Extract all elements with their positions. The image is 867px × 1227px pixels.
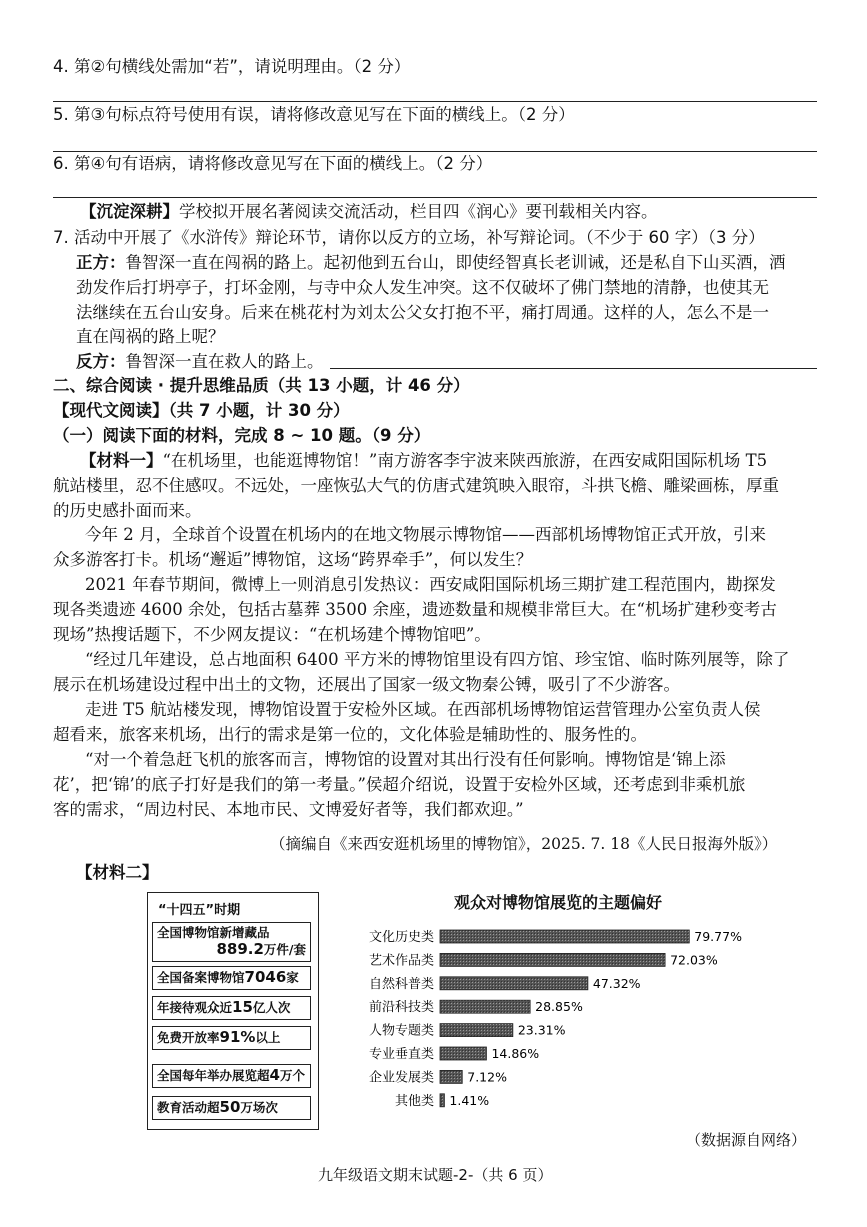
- info-text: 家: [286, 970, 299, 985]
- value-label: 72.03%: [670, 952, 718, 968]
- value-label: 23.31%: [517, 1022, 566, 1038]
- paragraph-line: 花’，把‘锦’的底子打好是我们的第一考量。”侯超介绍说，设置于安检外区域，还考虑到非乘机旅: [53, 775, 746, 794]
- value-label: 14.86%: [491, 1046, 540, 1061]
- category-label: 其他类: [394, 1093, 434, 1109]
- paragraph-line: 2021 年春节期间，微博上一则消息引发热议：西安咸阳国际机场三期扩建工程范围内，勘探发: [85, 575, 776, 594]
- info-heading: “十四五”时期: [158, 903, 241, 918]
- info-box-museums: [152, 966, 311, 990]
- zheng-line-4: 直在闯祸的路上呢？: [76, 327, 225, 346]
- value-label: 47.32%: [592, 975, 641, 991]
- info-number: 50: [219, 1098, 241, 1116]
- preference-bar-chart: [355, 922, 795, 1132]
- bar: [440, 1000, 530, 1013]
- zheng-line-1: [76, 252, 786, 274]
- zheng-line-2: 劲发作后打坍亭子，打坏金刚，与寺中众人发生冲突。这不仅破坏了佛门禁地的清静，也使其无: [76, 278, 769, 297]
- info-number: 889.2: [216, 940, 264, 958]
- section-intro: [80, 201, 658, 223]
- info-text: 万场次: [240, 1100, 278, 1115]
- paragraph-line: [80, 450, 767, 472]
- paragraph-line: 展示在机场建设过程中出土的文物，还展出了国家一级文物秦公镈，吸引了不少游客。: [53, 675, 680, 694]
- part-2-heading: 二、综合阅读 · 提升思维品质（共 13 小题，计 46 分）: [53, 376, 470, 395]
- answer-line-6: [53, 197, 817, 198]
- fan-line: [76, 351, 324, 373]
- info-box-free-rate: [152, 1026, 311, 1050]
- info-number: 15: [232, 998, 253, 1016]
- subsection-1-heading: （一）阅读下面的材料，完成 8 ~ 10 题。（9 分）: [53, 426, 431, 445]
- data-source: （数据源自网络）: [686, 1131, 807, 1149]
- paragraph-line: 超看来，旅客来机场，出行的需求是第一位的，文化体验是辅助性的、服务性的。: [53, 725, 647, 744]
- citation: （摘编自《来西安逛机场里的博物馆》，2025. 7. 18《人民日报海外版》）: [270, 835, 778, 853]
- question-4: 4. 第②句横线处需加“若”，请说明理由。（2 分）: [53, 57, 411, 76]
- value-label: 28.85%: [535, 999, 583, 1015]
- info-number: 7046: [244, 968, 287, 986]
- paragraph-line: 现各类遗迹 4600 余处，包括古墓葬 3500 余座，遗迹数量和规模非常巨大。在“机场扩建秒变考古: [53, 600, 777, 619]
- bar: [440, 1070, 462, 1083]
- info-box-education: [152, 1096, 311, 1120]
- zheng-label: 正方：: [76, 253, 126, 272]
- paragraph-line: “对一个着急赶飞机的旅客而言，博物馆的设置对其出行没有任何影响。博物馆是‘锦上添: [85, 750, 726, 769]
- section-label: 【沉淀深耕】: [80, 202, 179, 221]
- info-box-new-collections: [152, 922, 311, 962]
- paragraph-line: 航站楼里，忍不住感叹。不远处，一座恢弘大气的仿唐式建筑映入眼帘，斗拱飞檐、雕梁画栋，厚重: [53, 476, 779, 495]
- category-label: 专业垂直类: [368, 1047, 434, 1062]
- section-text: 学校拟开展名著阅读交流活动，栏目四《润心》要刊载相关内容。: [179, 202, 658, 221]
- category-label: 艺术作品类: [368, 953, 434, 969]
- question-5: 5. 第③句标点符号使用有误，请将修改意见写在下面的横线上。（2 分）: [53, 105, 575, 124]
- info-number: 91%: [219, 1028, 256, 1046]
- info-text: 全国每年举办展览超: [157, 1068, 270, 1083]
- info-text: 免费开放率: [157, 1030, 220, 1045]
- chart-title: 观众对博物馆展览的主题偏好: [454, 893, 663, 912]
- info-text: 教育活动超: [157, 1100, 220, 1115]
- info-text: 年接待观众近: [157, 1000, 233, 1015]
- zheng-line-3: 法继续在五台山安身。后来在桃花村为刘太公父女打抱不平，痛打周通。这样的人，怎么不是一: [76, 303, 769, 322]
- answer-line-4: [53, 101, 817, 102]
- category-label: 前沿科技类: [368, 1000, 434, 1016]
- bar: [440, 1094, 444, 1107]
- paragraph-line: 走进 T5 航站楼发现，博物馆设置于安检外区域。在西部机场博物馆运营管理办公室负责人侯: [85, 700, 761, 719]
- answer-line-7: [330, 368, 817, 369]
- bar: [440, 930, 689, 943]
- category-label: 企业发展类: [368, 1070, 434, 1086]
- info-text: 全国备案博物馆: [157, 970, 245, 985]
- fan-label: 反方：: [76, 352, 126, 371]
- category-label: 人物专题类: [368, 1023, 434, 1039]
- question-7: 7. 活动中开展了《水浒传》辩论环节，请你以反方的立场，补写辩论词。（不少于 60 字）（3 分）: [53, 228, 765, 247]
- info-number: 4: [269, 1066, 280, 1084]
- bar: [440, 977, 588, 990]
- bar: [440, 1047, 486, 1060]
- modern-reading-heading: 【现代文阅读】（共 7 小题，计 30 分）: [53, 401, 350, 420]
- paragraph-line: 客的需求，“周边村民、本地市民、文博爱好者等，我们都欢迎。”: [53, 800, 524, 819]
- paragraph-line: 现场”热搜话题下，不少网友提议：“在机场建个博物馆吧”。: [53, 625, 491, 644]
- material-1-label: 【材料一】: [80, 451, 163, 470]
- info-text: 以上: [255, 1030, 281, 1045]
- info-text: 万个: [279, 1068, 305, 1083]
- value-label: 1.41%: [449, 1092, 490, 1108]
- value-label: 79.77%: [694, 929, 742, 944]
- paragraph-line: 今年 2 月，全球首个设置在机场内的在地文物展示博物馆——西部机场博物馆正式开放，引来: [85, 525, 766, 544]
- paragraph-text: “在机场里，也能逛博物馆！”南方游客李宇波来陕西旅游，在西安咸阳国际机场 T5: [162, 451, 768, 470]
- fan-text: 鲁智深一直在救人的路上。: [125, 352, 324, 371]
- info-unit: 万件/套: [263, 942, 306, 957]
- paragraph-line: 众多游客打卡。机场“邂逅”博物馆，这场“跨界牵手”，何以发生？: [53, 550, 533, 569]
- info-box-exhibitions: [152, 1064, 311, 1088]
- answer-line-5: [53, 151, 817, 152]
- page-footer: 九年级语文期末试题-2-（共 6 页）: [318, 1166, 553, 1184]
- category-label: 文化历史类: [368, 930, 434, 945]
- bar: [440, 1024, 513, 1037]
- zheng-text: 鲁智深一直在闯祸的路上。起初他到五台山，即使经智真长老训诫，还是私自下山买酒，酒: [125, 253, 786, 272]
- bar: [440, 953, 665, 966]
- paragraph-line: 的历史感扑面而来。: [53, 501, 202, 520]
- material-2-label: 【材料二】: [76, 863, 159, 882]
- value-label: 7.12%: [467, 1069, 507, 1085]
- paragraph-line: “经过几年建设，总占地面积 6400 平方米的博物馆里设有四方馆、珍宝馆、临时陈列展等，除了: [85, 650, 790, 669]
- info-box-visitors: [152, 996, 311, 1020]
- category-label: 自然科普类: [368, 976, 434, 992]
- info-text: 全国博物馆新增藏品: [157, 925, 270, 940]
- info-text: 亿人次: [252, 1000, 291, 1015]
- question-6: 6. 第④句有语病，请将修改意见写在下面的横线上。（2 分）: [53, 154, 493, 173]
